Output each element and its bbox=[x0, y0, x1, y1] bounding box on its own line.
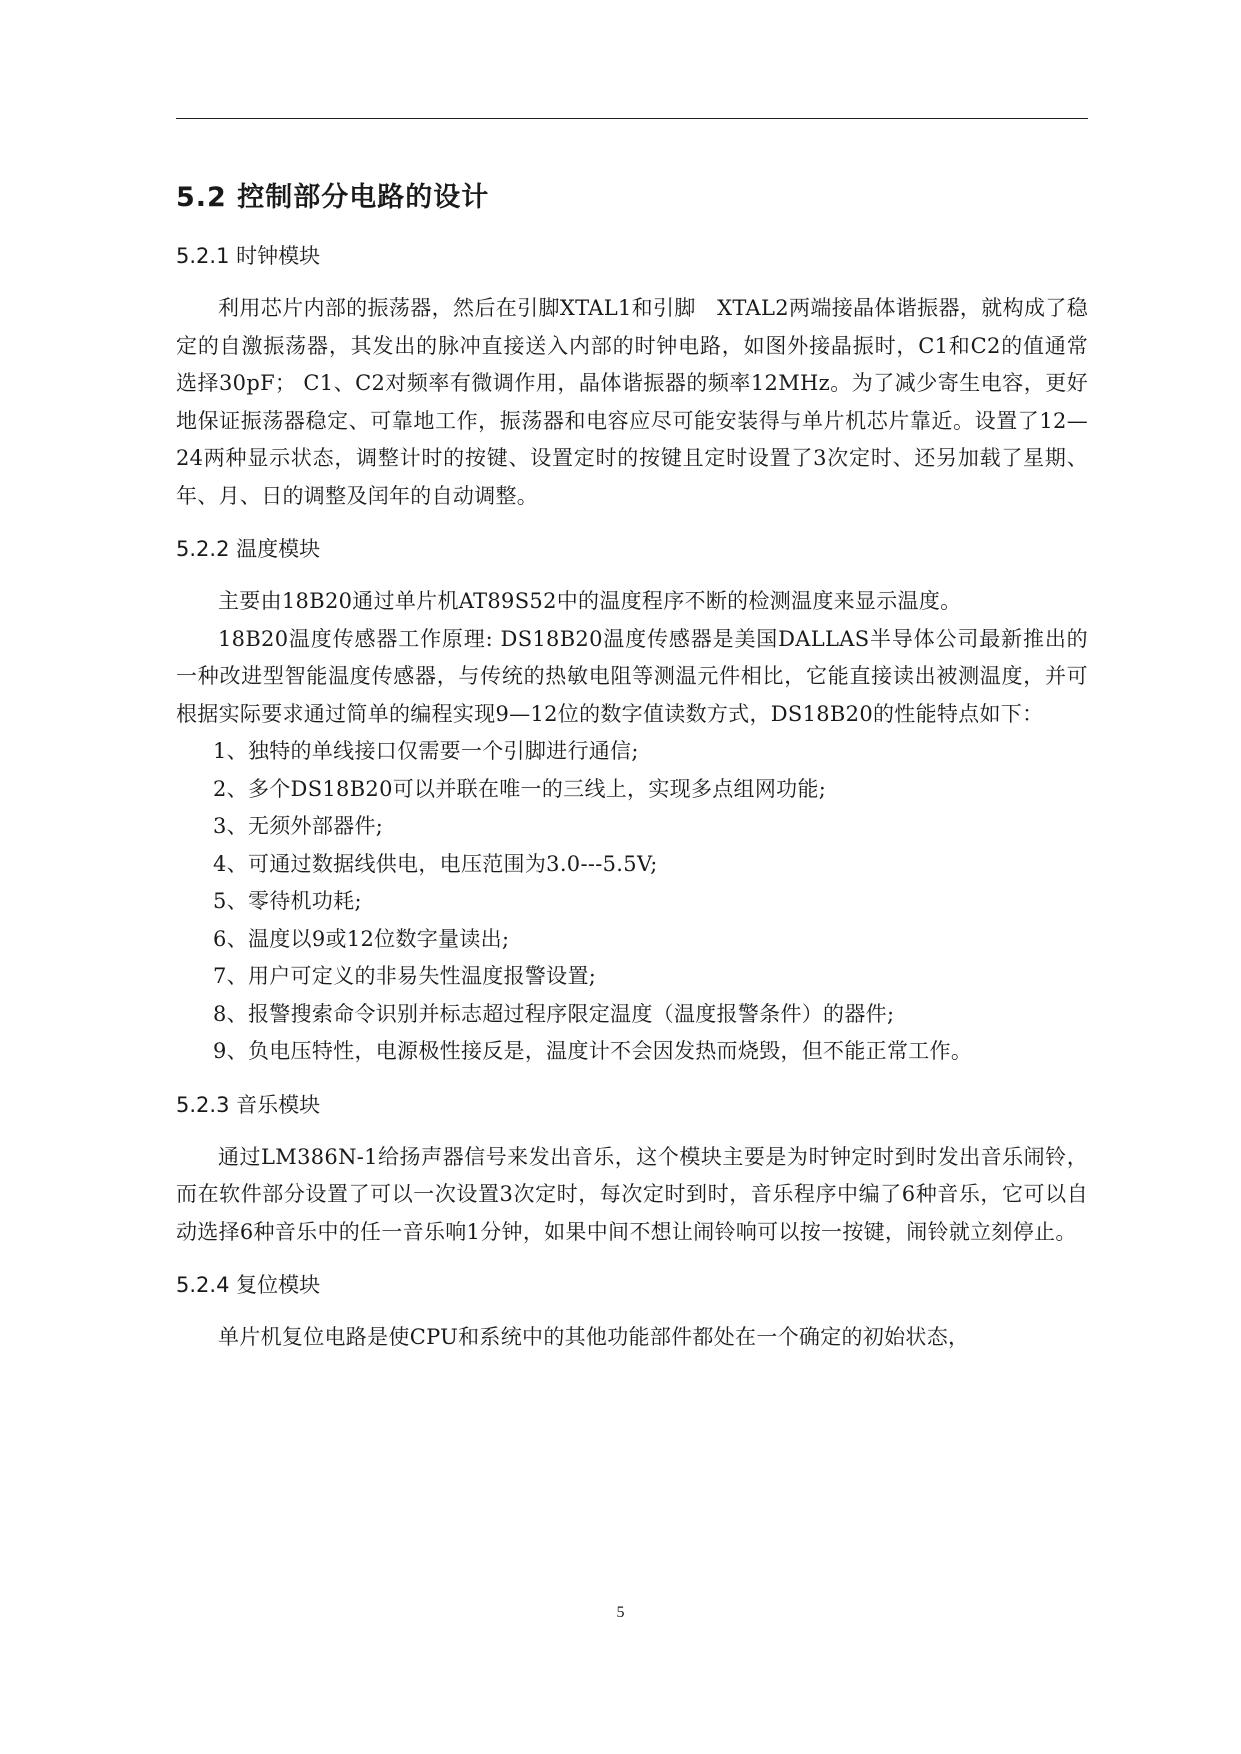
feature-item: 3、无须外部器件; bbox=[213, 814, 384, 838]
feature-item: 6、温度以9或12位数字量读出; bbox=[213, 926, 510, 951]
feature-item: 9、负电压特性，电源极性接反是，温度计不会因发热而烧毁，但不能正常工作。 bbox=[213, 1039, 973, 1063]
feature-item: 8、报警搜索命令识别并标志超过程序限定温度（温度报警条件）的器件; bbox=[213, 1001, 895, 1026]
page-number: 5 bbox=[616, 1604, 625, 1621]
reset-module-paragraph: 单片机复位电路是使CPU和系统中的其他功能部件都处在一个确定的初始状态， bbox=[218, 1325, 970, 1349]
temperature-module-heading: 5.2.2 温度模块 bbox=[176, 537, 321, 561]
feature-item: 7、用户可定义的非易失性温度报警设置; bbox=[213, 964, 597, 988]
feature-item: 5、零待机功耗; bbox=[213, 889, 362, 913]
section-title: 5.2 控制部分电路的设计 bbox=[176, 182, 490, 213]
music-module-paragraph: 通过LM386N-1给扬声器信号来发出音乐，这个模块主要是为时钟定时到时发出音乐闹铃，而在软件部分设置了可以一次设置3次定时，每次定时到时，音乐程序中编了6种音乐，它可以自动选择6种音乐中的任一音乐响1分钟，如果中间不想让闹铃响可以按一按键，闹铃就立刻停止。 bbox=[176, 1144, 1088, 1244]
music-module-heading: 5.2.3 音乐模块 bbox=[176, 1092, 321, 1117]
page-content bbox=[176, 178, 1088, 1371]
ds18b20-feature-list bbox=[176, 733, 1088, 1071]
reset-module-heading: 5.2.4 复位模块 bbox=[176, 1273, 321, 1297]
feature-item: 1、独特的单线接口仅需要一个引脚进行通信; bbox=[213, 739, 639, 763]
feature-item: 2、多个DS18B20可以并联在唯一的三线上，实现多点组网功能; bbox=[213, 776, 827, 801]
header-rule bbox=[176, 118, 1088, 119]
temperature-principle-paragraph: 18B20温度传感器工作原理: DS18B20温度传感器是美国DALLAS半导体公司最新推出的一种改进型智能温度传感器，与传统的热敏电阻等测温元件相比，它能直接读出被测温度，并可根据实际要求通过简单的编程实现9—12位的数字值读数方式，DS18B20的性能特点如下： bbox=[176, 626, 1088, 726]
clock-module-paragraph: 利用芯片内部的振荡器，然后在引脚XTAL1和引脚 XTAL2两端接晶体谐振器，就构成了稳定的自激振荡器，其发出的脉冲直接送入内部的时钟电路，如图外接晶振时，C1和C2的值通常选择30pF； C1、C2对频率有微调作用，晶体谐振器的频率12MHz。为了减少寄生电容，更好地保证振荡器稳定、可靠地工作，振荡器和电容应尽可能安装得与单片机芯片靠近。设置了12—24两种显示状态，调整计时的按键、设置定时的按键且定时设置了3次定时、还另加载了星期、年、月、日的调整及闰年的自动调整。 bbox=[176, 296, 1088, 508]
clock-module-heading: 5.2.1 时钟模块 bbox=[176, 244, 321, 268]
temperature-intro-paragraph: 主要由18B20通过单片机AT89S52中的温度程序不断的检测温度来显示温度。 bbox=[218, 589, 962, 613]
feature-item: 4、可通过数据线供电，电压范围为3.0---5.5V; bbox=[213, 851, 658, 876]
